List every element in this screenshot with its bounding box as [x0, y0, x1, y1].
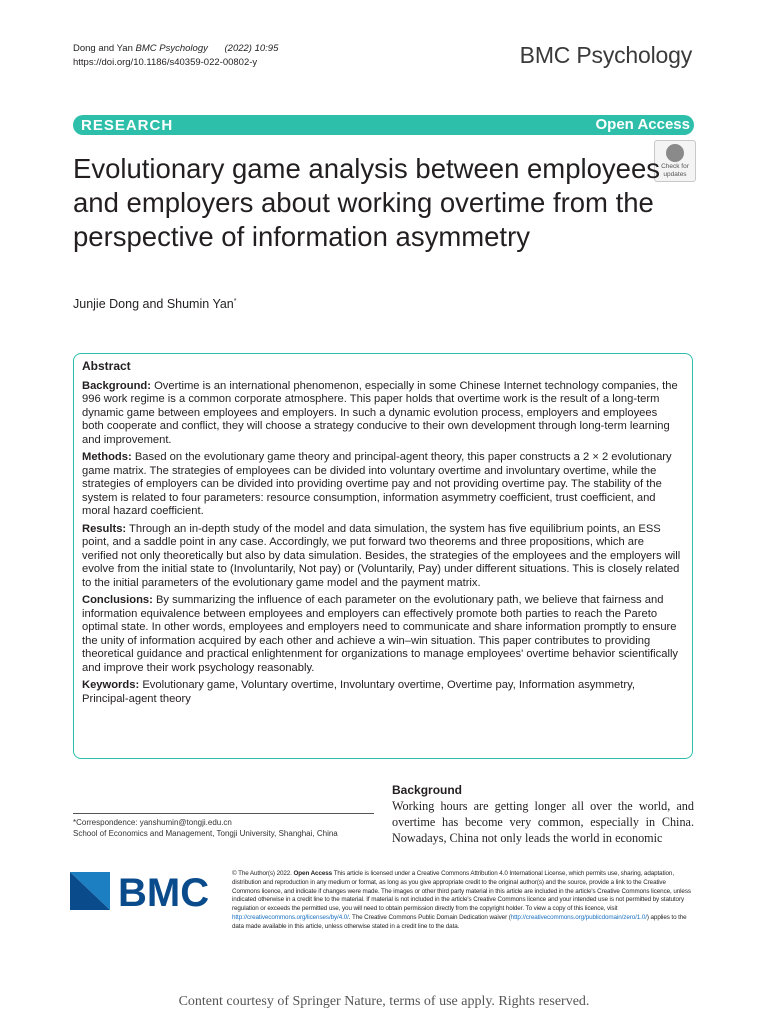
abstract-text: By summarizing the influence of each parameter on the evolutionary path, we believe that fairness and information equivalence between employees and employers can effectively promote both parties to reach the Pareto optimal state. In other words, employees and employers need to communicate and share information promptly to ensure the unity of information acquired by each other and achieve a win–win situation. This paper contributes to providing theoretical guidance and practical enlightenment for organizations to manage employees' overtime behavior scientifically and improve their work psychology reasonably. [82, 594, 679, 674]
bmc-logo [70, 868, 220, 914]
waiver-link[interactable]: http://creativecommons.org/publicdomain/zero/1.0/ [510, 913, 647, 921]
author-list [73, 297, 237, 311]
abstract-conclusions [82, 594, 682, 675]
abstract-background [82, 380, 682, 448]
article-type-banner [73, 115, 694, 135]
abstract-keywords [82, 679, 682, 706]
abstract-box [73, 353, 693, 759]
abstract-heading: Abstract [82, 359, 131, 373]
abstract-text: Evolutionary game, Voluntary overtime, Involuntary overtime, Overtime pay, Information asymmetry, Principal-agent theory [82, 679, 635, 705]
open-access-label: Open Access [595, 116, 690, 133]
check-line2: updates [663, 171, 687, 178]
bmc-logo-icon [70, 868, 220, 914]
license-open-access: Open Access [293, 870, 333, 877]
article-type-label: RESEARCH [81, 117, 174, 134]
article-title: Evolutionary game analysis between employees and employers about working overtime from the perspective of information asymmetry [73, 153, 660, 252]
license-body: This article is licensed under a Creative Commons Attribution 4.0 International License, which permits use, sharing, adaptation, distribution and reproduction in any medium or format, as long as you give appropriate credit to the original author(s) and the source, provide a link to the Creative Commons licence, and indicate if changes were made. The images or other third party material in this article are included in the article's Creative Commons licence, unless indicated otherwise in a credit line to the material. If material is not included in the article's Creative Commons licence and your intended use is not permitted by statutory regulation or exceeds the permitted use, you will need to obtain permission directly from the copyright holder. To view a copy of this licence, visit [232, 870, 691, 913]
corresponding-mark: * [233, 297, 237, 305]
authors-text: Junjie Dong and Shumin Yan [73, 297, 234, 311]
license-waiver: . The Creative Commons Public Domain Dedication waiver ( [348, 913, 511, 921]
abstract-label: Methods: [82, 451, 132, 463]
correspondence-note [73, 817, 373, 839]
abstract-results [82, 523, 682, 591]
section-heading: Background [392, 783, 463, 797]
license-link[interactable]: http://creativecommons.org/licenses/by/4.0/ [232, 913, 349, 921]
page-footer: Content courtesy of Springer Nature, terms of use apply. Rights reserved. [178, 994, 590, 1009]
header-doi-link[interactable]: https://doi.org/10.1186/s40359-022-00802-y [73, 57, 258, 68]
abstract-label: Results: [82, 522, 127, 535]
abstract-methods [82, 451, 682, 519]
journal-name: BMC Psychology [519, 42, 692, 68]
abstract-label: Keywords: [82, 679, 140, 691]
bmc-logo-text: BMC [118, 871, 210, 914]
header-authors: Dong and Yan [73, 43, 133, 54]
correspondence-email: *Correspondence: yanshumin@tongji.edu.cn [73, 818, 232, 827]
abstract-label: Background: [82, 379, 151, 392]
body-paragraph: Working hours are getting longer all over the world, and overtime has become very common, especially in China. Nowadays, China not only leads the world in economic [392, 799, 694, 845]
header-journal: BMC Psychology [135, 43, 208, 54]
running-header [73, 42, 278, 70]
abstract-text: Overtime is an international phenomenon, especially in some Chinese Internet technology companies, the 996 work regime is a common corporate atmosphere. This paper holds that overtime work is the result of a long-term dynamic game between employees and employers. In such a dynamic evolution process, employers and employees both cooperate and conflict, they will choose a strategy conducive to their own development through long-term learning and improvement. [82, 379, 678, 446]
check-line1: Check for [661, 163, 689, 170]
footnote-divider [73, 813, 374, 814]
abstract-text: Through an in-depth study of the model and data simulation, the system has five equilibrium points, an ESS point, and a saddle point in any case. Accordingly, we put forward two theorems and three propositions, which are verified not only theoretically but also by data simulation. Besides, the strategies of the employees and the employers will evolve from the initial state to (Involuntarily, Not pay) or (Voluntarily, Pay) under different situations. This is closely related to the initial parameters of the evolutionary game model and the payment matrix. [82, 522, 681, 589]
abstract-label: Conclusions: [82, 594, 153, 606]
license-tail: ) applies to the data made available in this article, unless otherwise stated in a credit line to the data. [232, 913, 687, 930]
license-text [232, 870, 694, 932]
header-volume: (2022) 10:95 [224, 43, 279, 54]
abstract-text: Based on the evolutionary game theory and principal-agent theory, this paper constructs a 2 × 2 evolutionary game matrix. The strategies of employees can be divided into voluntary overtime and involuntary overtime, while the strategies of employers can be divided into providing overtime pay and not providing overtime pay. The stability of the system is related to four parameters: resource consumption, information asymmetry coefficient, trust coefficient, and moral hazard coefficient. [82, 451, 672, 517]
license-prefix: © The Author(s) 2022. [232, 870, 292, 877]
correspondence-affiliation: School of Economics and Management, Tongji University, Shanghai, China [73, 829, 338, 838]
